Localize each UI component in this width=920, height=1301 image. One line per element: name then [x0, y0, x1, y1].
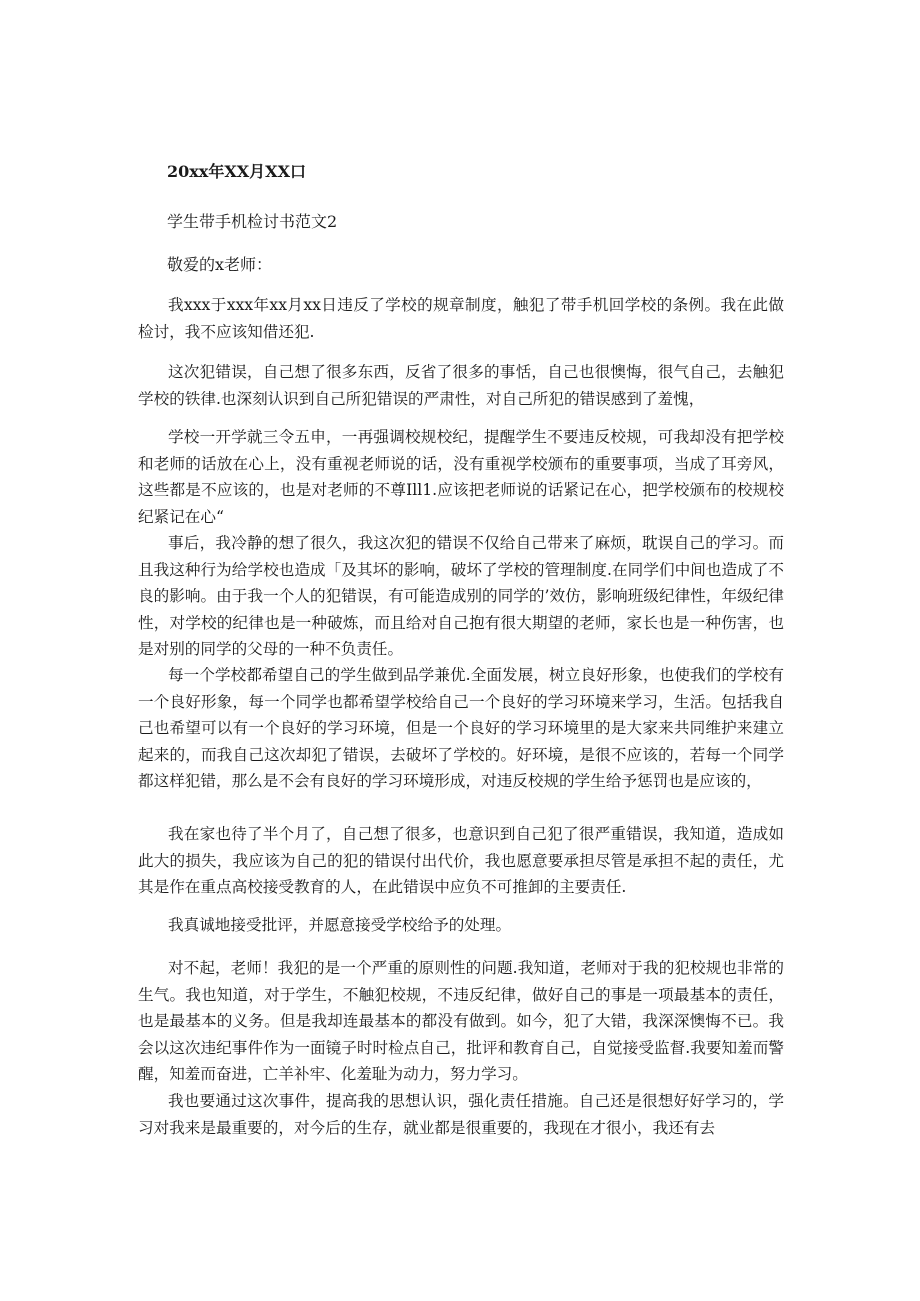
paragraph-8: 对不起，老师！我犯的是一个严重的原则性的问题.我知道，老师对于我的犯校规也非常的生气。我也知道，对于学生，不触犯校规，不违反纪律，做好自己的事是一项最基本的责任，也是最基本的义务。但是我却连最基本的都没有做到。如今，犯了大错，我深深懊悔不已。我会以这次违纪事件作为一面镜子时时检点自己，批评和教育自己，自觉接受监督.我要知羞而警醒，知羞而奋进，亡羊补牢、化羞耻为动力，努力学习。	[138, 959, 784, 1083]
paragraph-1: 我xxx于xxx年xx月xx日违反了学校的规章制度，触犯了带手机回学校的条例。我在此做检讨，我不应该知借还犯.	[138, 296, 784, 341]
paragraph-6: 我在家也待了半个月了，自己想了很多，也意识到自己犯了很严重错误，我知道，造成如此大的损失，我应该为自己的犯的错误付出代价，我也愿意要承担尽管是承担不起的责任，尤其是作在重点高校接受教育的人，在此错误中应负不可推卸的主要责任.	[138, 825, 784, 896]
paragraph-4: 事后，我冷静的想了很久，我这次犯的错误不仅给自己带来了麻烦，耽误自己的学习。而且我这种行为给学校也造成「及其坏的影响，破坏了学校的管理制度.在同学们中间也造成了不良的影响。由于我一个人的犯错误，有可能造成别的同学的’效仿，影响班级纪律性，年级纪律性，对学校的纪律也是一种破炼，而且给对自己抱有很大期望的老师，家长也是一种伤害，也是对别的同学的父母的一种不负责任。	[138, 534, 784, 658]
paragraph-3: 学校一开学就三令五申，一再强调校规校纪，提醒学生不要违反校规，可我却没有把学校和老师的话放在心上，没有重视老师说的话，没有重视学校颁布的重要事项，当成了耳旁风，这些都是不应该的，也是对老师的不尊Ill1.应该把老师说的话紧记在心，把学校颁布的校规校纪紧记在心“	[138, 428, 784, 526]
paragraph-7: 我真诚地接受批评，并愿意接受学校给予的处理。	[168, 916, 512, 934]
paragraph-2: 这次犯错误，自己想了很多东西，反省了很多的事恬，自己也很懊悔，很气自己，去触犯学校的铁律.也深刻认识到自己所犯错误的严肃性，对自己所犯的错误感到了羞愧，	[138, 363, 784, 408]
document-title: 学生带手机检讨书范文2	[167, 212, 338, 231]
paragraph-5: 每一个学校都希望自己的学生做到品学兼优.全面发展，树立良好形象，也使我们的学校有一个良好形象，每一个同学也都希望学校给自己一个良好的学习环境来学习，生活。包括我自己也希望可以有一个良好的学习环境，但是一个良好的学习环境里的是大家来共同维护来建立起来的，而我自己这次却犯了错误，去破坏了学校的。好环境，是很不应该的，若每一个同学都这样犯错，那么是不会有良好的学习环境形成，对违反校规的学生给予惩罚也是应该的，	[138, 666, 784, 790]
paragraph-9: 我也要通过这次事件，提高我的思想认识，强化责任措施。自己还是很想好好学习的，学习对我来是最重要的，对今后的生存，就业都是很重要的，我现在才很小，我还有去	[138, 1092, 784, 1137]
document-date: 20xx年XX月XX口	[167, 162, 307, 181]
salutation: 敬爱的x老师：	[167, 255, 273, 274]
